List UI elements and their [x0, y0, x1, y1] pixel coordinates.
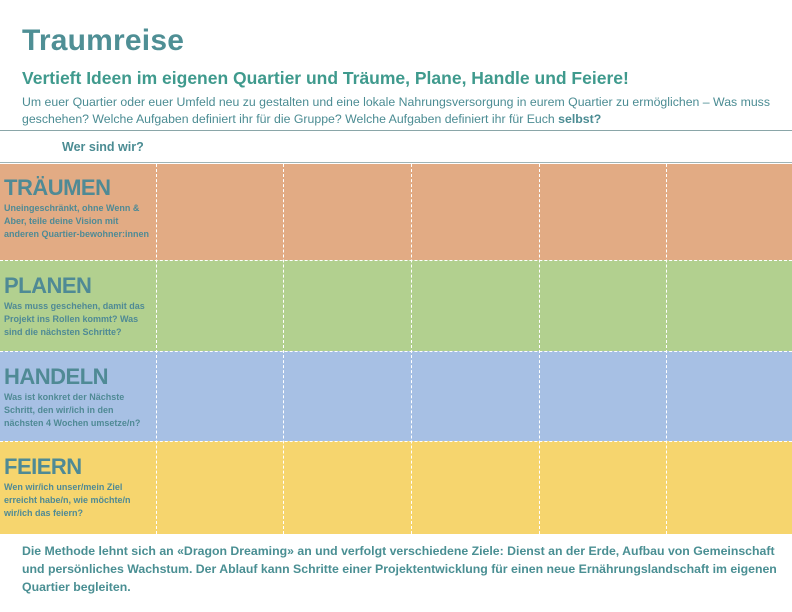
intro-text — [22, 94, 782, 128]
row-label — [4, 274, 154, 339]
row-planen — [0, 260, 792, 351]
row-feiern — [0, 441, 792, 534]
divider-who — [0, 162, 792, 163]
page-subtitle: Vertieft Ideen im eigenen Quartier und Träume, Plane, Handle und Feiere! — [22, 68, 629, 88]
column-separator — [411, 164, 412, 534]
row-separator — [0, 351, 792, 352]
row-separator — [0, 441, 792, 442]
column-separator — [283, 164, 284, 534]
page-title: Traumreise — [22, 24, 185, 57]
row-description: Was ist konkret der Nächste Schritt, den wir/ich in den nächsten 4 Wochen umsetze/n? — [4, 392, 141, 428]
row-separator — [0, 260, 792, 261]
divider-top — [0, 130, 792, 131]
row-description: Uneingeschränkt, ohne Wenn & Aber, teile deine Vision mit anderen Quartier-bewohner:innen — [4, 203, 150, 239]
row-traeumen — [0, 164, 792, 260]
row-heading: TRÄUMEN — [4, 175, 111, 200]
row-label — [4, 365, 154, 430]
row-label — [4, 176, 154, 241]
intro-bold-end: selbst? — [558, 112, 602, 126]
row-description: Was muss geschehen, damit das Projekt ins Rollen kommt? Was sind die nächsten Schritte? — [4, 301, 145, 337]
intro-body: Um euer Quartier oder euer Umfeld neu zu gestalten und eine lokale Nahrungsversorgung in eurem Quartier zu ermöglichen – Was muss geschehen? Welche Aufgaben definiert ihr für die Gruppe? Welche Aufgaben definiert ihr für Euch — [22, 95, 770, 126]
footer-text: Die Methode lehnt sich an «Dragon Dreaming» an und verfolgt verschiedene Ziele: Dienst an der Erde, Aufbau von Gemeinschaft und persönliches Wachstum. Der Ablauf kann Schritte einer Projektentwicklung für einen neue Ernährungslandschaft im eigenen Quartier begleiten. — [22, 544, 777, 594]
column-separator — [156, 164, 157, 534]
row-heading: FEIERN — [4, 454, 82, 479]
who-are-we-label: Wer sind wir? — [62, 140, 144, 154]
column-separator — [666, 164, 667, 534]
row-heading: PLANEN — [4, 273, 92, 298]
row-label — [4, 455, 154, 520]
row-description: Wen wir/ich unser/mein Ziel erreicht habe/n, wie möchte/n wir/ich das feiern? — [4, 482, 131, 518]
column-separator — [539, 164, 540, 534]
row-handeln — [0, 351, 792, 441]
row-heading: HANDELN — [4, 364, 109, 389]
worksheet-grid — [0, 164, 792, 534]
